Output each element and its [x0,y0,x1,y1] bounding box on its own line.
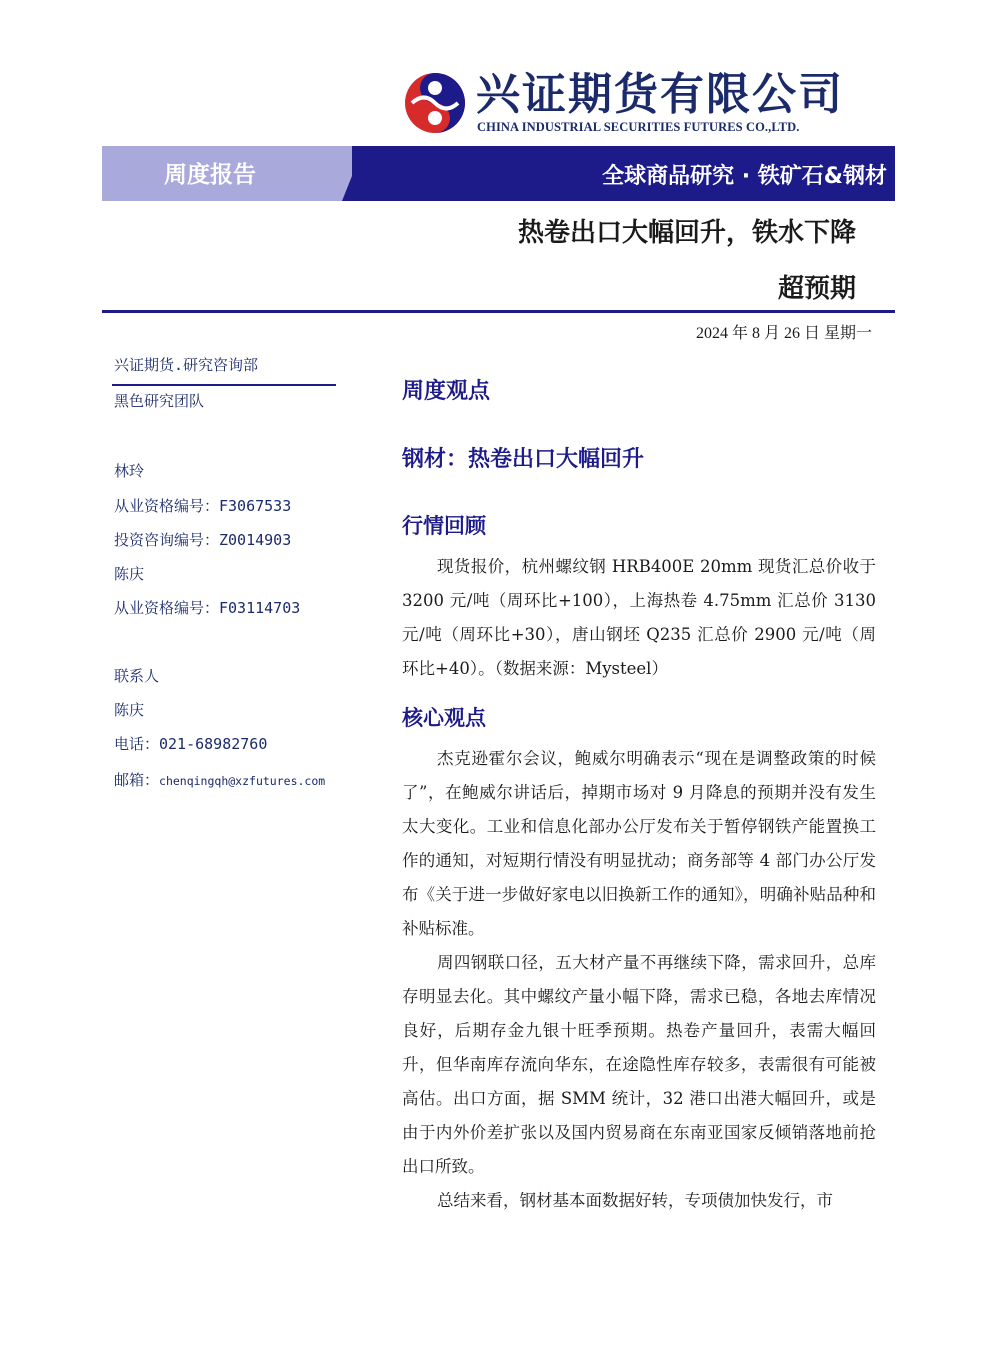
report-type-label: 周度报告 [164,162,256,188]
analyst1-name: 林玲 [114,462,145,480]
core-view-paragraph-3: 总结来看，钢材基本面数据好转，专项债加快发行，市 [437,1191,833,1210]
analyst1-investment-id: 投资咨询编号：Z0014903 [114,531,292,549]
core-view-paragraph-2: 周四钢联口径，五大材产量不再继续下降，需求回升，总库存明显去化。其中螺纹产量小幅下降，需求已稳，各地去库情况良好，后期存金九银十旺季预期。热卷产量回升，表需大幅回升，但华南库存流向华东，在途隐性库存较多，表需很有可能被高估。出口方面，据 SMM 统计，32 港口出港大幅回升，或是由于内外价差扩张以及国内贸易商在东南亚国家反倾销落地前抢出口所致。 [402,953,876,1176]
report-title-line1: 热卷出口大幅回升，铁水下降 [517,218,856,248]
report-date: 2024 年 8 月 26 日 星期一 [695,325,872,342]
weekly-view-heading: 周度观点 [402,379,491,404]
report-title-line2: 超预期 [777,274,856,304]
author-sidebar [114,350,338,789]
title-divider [102,310,895,313]
company-logo-icon [404,72,466,134]
market-review-heading: 行情回顾 [402,514,486,538]
company-logo [404,69,874,138]
market-review-paragraph: 现货报价，杭州螺纹钢 HRB400E 20mm 现货汇总价收于 3200 元/吨（周环比+100），上海热卷 4.75mm 汇总价 3130 元/吨（周环比+30），唐山钢坯 Q235 汇总价 2900 元/吨（周环比+40）。（数据来源：Mysteel） [402,557,876,678]
company-name-en: CHINA INDUSTRIAL SECURITIES FUTURES CO.,LTD. [477,120,800,134]
analyst1-qualification: 从业资格编号：F3067533 [114,497,292,515]
email-label: 邮箱： [114,771,160,789]
contact-email [114,769,325,790]
team-label: 黑色研究团队 [114,392,205,410]
analyst2-name: 陈庆 [114,565,145,583]
core-view-paragraph-1: 杰克逊霍尔会议，鲍威尔明确表示“现在是调整政策的时候了”，在鲍威尔讲话后，掉期市场对 9 月降息的预期并没有发生太大变化。工业和信息化部办公厅发布关于暂停钢铁产能置换工作的通知，对短期行情没有明显扰动；商务部等 4 部门办公厅发布《关于进一步做好家电以旧换新工作的通知》，明确补贴品种和补贴标准。 [402,749,876,938]
contact-phone: 电话：021-68982760 [114,735,268,753]
company-name-cn: 兴证期货有限公司 [476,69,844,120]
steel-heading: 钢材：热卷出口大幅回升 [402,447,645,472]
department-label: 兴证期货.研究咨询部 [114,356,259,374]
contact-name: 陈庆 [114,701,145,719]
report-type-panel [102,146,364,201]
contact-label: 联系人 [114,667,160,685]
analyst2-qualification: 从业资格编号：F03114703 [114,599,301,617]
core-view-heading: 核心观点 [402,706,486,730]
sidebar-divider [112,384,336,386]
email-link[interactable]: chenqingqh@xzfutures.com [159,774,326,788]
category-panel [352,146,895,201]
report-banner [102,146,895,201]
category-label: 全球商品研究 · 铁矿石&钢材 [602,164,887,189]
